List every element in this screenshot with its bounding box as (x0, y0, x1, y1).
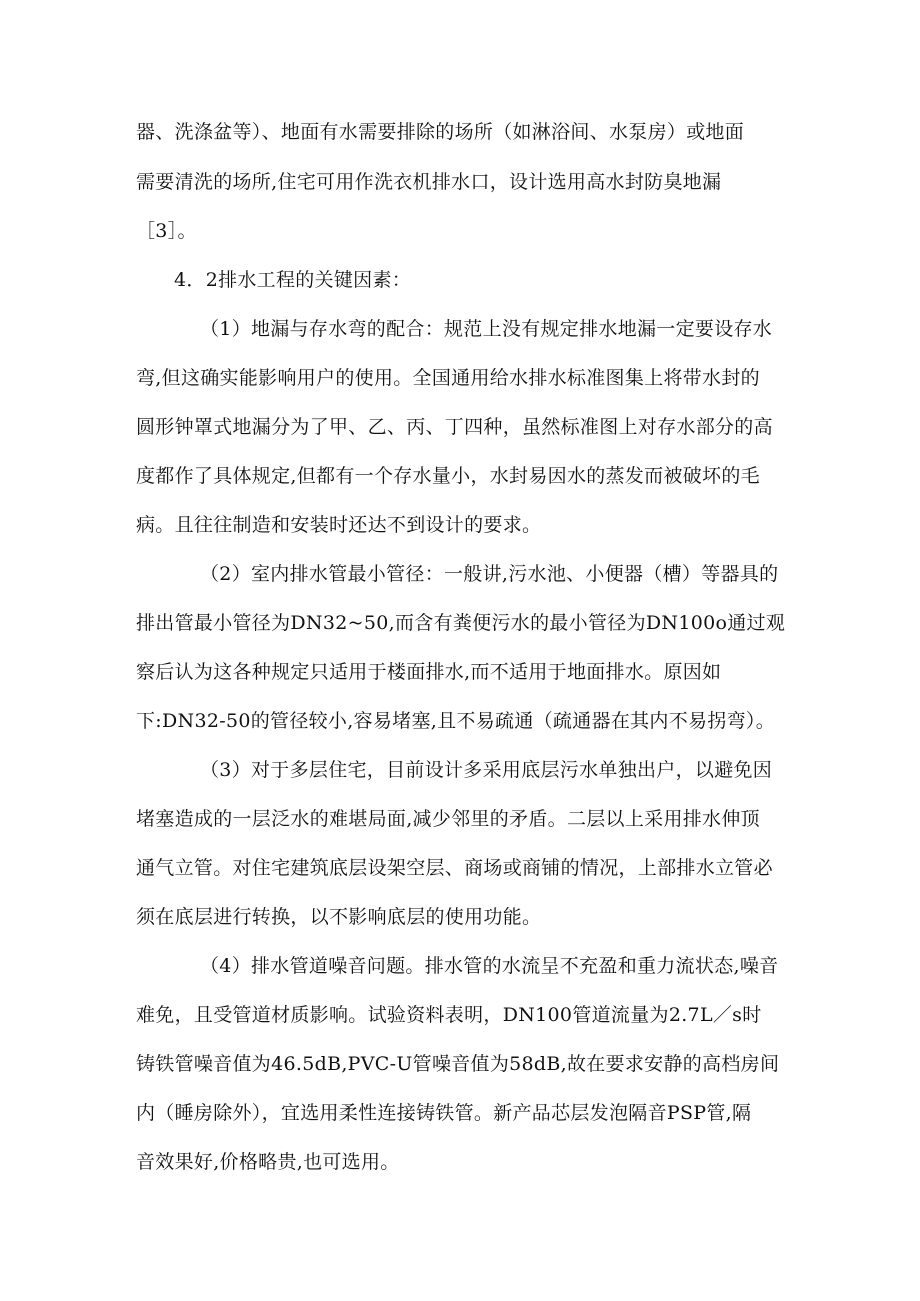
paragraph-2-line-2: 排出管最小管径为DN32~50,而含有粪便污水的最小管径为DN100o通过观 (136, 612, 786, 634)
paragraph-4-line-3: 铸铁管噪音值为46.5dB,PVC-U管噪音值为58dB,故在要求安静的高档房间 (136, 1053, 780, 1075)
paragraph-1-line-1: （1）地漏与存水弯的配合：规范上没有规定排水地漏一定要设存水 (200, 318, 773, 340)
section-heading: 4．2排水工程的关键因素： (174, 269, 412, 291)
paragraph-3-line-2: 堵塞造成的一层泛水的难堪局面,减少邻里的矛盾。二层以上采用排水伸顶 (136, 808, 760, 830)
text-line-2: 需要清洗的场所,住宅可用作洗衣机排水口，设计选用高水封防臭地漏 (136, 171, 722, 193)
paragraph-4-line-5: 音效果好,价格略贵,也可选用。 (136, 1151, 400, 1173)
paragraph-3-line-3: 通气立管。对住宅建筑底层设架空层、商场或商铺的情况，上部排水立管必 (136, 857, 773, 879)
paragraph-2-line-4: 下:DN32-50的管径较小,容易堵塞,且不易疏通（疏通器在其内不易拐弯）。 (136, 710, 776, 732)
paragraph-1-line-4: 度都作了具体规定,但都有一个存水量小，水封易因水的蒸发而被破坏的毛 (136, 465, 760, 487)
text-line-1: 器、洗涤盆等）、地面有水需要排除的场所（如淋浴间、水泵房）或地面 (136, 121, 745, 143)
paragraph-2-line-3: 察后认为这各种规定只适用于楼面排水,而不适用于地面排水。原因如 (136, 661, 722, 683)
paragraph-4-line-2: 难免，且受管道材质影响。试验资料表明，DN100管道流量为2.7L／s时 (136, 1004, 762, 1026)
paragraph-3-line-4: 须在底层进行转换，以不影响底层的使用功能。 (136, 906, 542, 928)
paragraph-1-line-2: 弯,但这确实能影响用户的使用。全国通用给水排水标准图集上将带水封的 (136, 367, 760, 389)
paragraph-4-line-4: 内（睡房除外），宜选用柔性连接铸铁管。新产品芯层发泡隔音PSP管,隔 (136, 1102, 752, 1124)
paragraph-1-line-5: 病。且往往制造和安装时还达不到设计的要求。 (136, 514, 542, 536)
paragraph-3-line-1: （3）对于多层住宅，目前设计多采用底层污水单独出户，以避免因 (200, 759, 773, 781)
text-line-3: ［3］。 (136, 220, 197, 242)
paragraph-1-line-3: 圆形钟罩式地漏分为了甲、乙、丙、丁四种，虽然标准图上对存水部分的高 (136, 416, 773, 438)
paragraph-4-line-1: （4）排水管道噪音问题。排水管的水流呈不充盈和重力流状态,噪音 (200, 955, 779, 977)
paragraph-2-line-1: （2）室内排水管最小管径：一般讲,污水池、小便器（槽）等器具的 (200, 563, 779, 585)
